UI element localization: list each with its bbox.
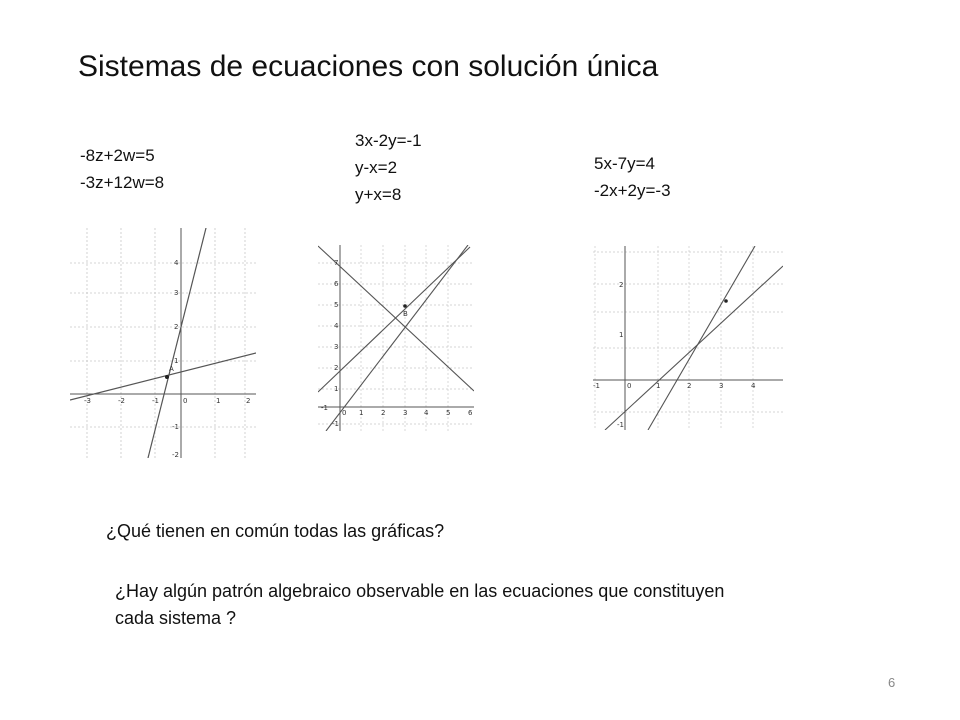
y-tick: -1 xyxy=(617,421,624,429)
y-tick: 2 xyxy=(619,281,624,289)
line-2 xyxy=(648,246,755,430)
x-tick: 2 xyxy=(381,409,386,417)
system-1-equations xyxy=(80,142,164,196)
grid xyxy=(318,245,474,431)
x-tick: -3 xyxy=(84,397,91,405)
x-tick: 3 xyxy=(403,409,408,417)
x-tick: 3 xyxy=(719,382,724,390)
x-tick: 6 xyxy=(468,409,473,417)
line-2 xyxy=(70,353,256,400)
equation: 5x-7y=4 xyxy=(594,154,655,173)
y-tick: 3 xyxy=(174,289,179,297)
graph-system-1 xyxy=(70,228,256,458)
x-tick: 4 xyxy=(751,382,756,390)
y-tick: 2 xyxy=(174,323,179,331)
y-tick: 1 xyxy=(174,357,179,365)
y-tick: 4 xyxy=(334,322,339,330)
x-tick: 1 xyxy=(656,382,661,390)
system-3-equations xyxy=(594,150,671,204)
x-tick: 1 xyxy=(216,397,221,405)
y-tick: 1 xyxy=(334,385,339,393)
equation: -3z+12w=8 xyxy=(80,173,165,192)
x-tick: 5 xyxy=(446,409,451,417)
y-tick: 5 xyxy=(334,301,339,309)
x-tick: -1 xyxy=(152,397,159,405)
equation: -8z+2w=5 xyxy=(80,146,155,165)
x-tick: 0 xyxy=(183,397,188,405)
x-tick: 0 xyxy=(342,409,347,417)
equation: y+x=8 xyxy=(355,185,402,204)
x-tick: 4 xyxy=(424,409,429,417)
equation: -2x+2y=-3 xyxy=(594,181,671,200)
equation: 3x-2y=-1 xyxy=(355,131,422,150)
y-tick: 2 xyxy=(334,364,339,372)
x-tick: 1 xyxy=(359,409,364,417)
line-2 xyxy=(318,247,470,392)
y-tick: 1 xyxy=(619,331,624,339)
x-tick: 2 xyxy=(687,382,692,390)
y-tick: 6 xyxy=(334,280,339,288)
x-tick: -1 xyxy=(321,404,328,412)
y-tick: 4 xyxy=(174,259,179,267)
x-tick: -2 xyxy=(118,397,125,405)
line-1 xyxy=(605,266,783,430)
point-label: A xyxy=(169,365,174,373)
y-tick: -1 xyxy=(172,423,179,431)
grid xyxy=(70,228,256,458)
x-tick: -1 xyxy=(593,382,600,390)
y-tick: 3 xyxy=(334,343,339,351)
y-tick: -1 xyxy=(332,420,339,428)
x-tick: 0 xyxy=(627,382,632,390)
graph-system-3 xyxy=(593,246,783,430)
page-number: 6 xyxy=(888,675,896,690)
equation: y-x=2 xyxy=(355,158,398,177)
intersection-point xyxy=(165,375,169,379)
system-2-equations xyxy=(355,127,422,208)
slide-title: Sistemas de ecuaciones con solución única xyxy=(78,50,659,83)
question-common-graphs: ¿Qué tienen en común todas las gráficas? xyxy=(106,521,445,541)
x-tick: 2 xyxy=(246,397,251,405)
point-label: B xyxy=(403,310,408,318)
y-tick: 7 xyxy=(334,259,339,267)
y-tick: -2 xyxy=(172,451,179,458)
intersection-point xyxy=(724,299,728,303)
intersection-point xyxy=(403,304,407,308)
question-algebraic-pattern: ¿Hay algún patrón algebraico observable en las ecuaciones que constituyen cada sistema ? xyxy=(115,581,725,628)
graph-system-2 xyxy=(318,245,474,431)
